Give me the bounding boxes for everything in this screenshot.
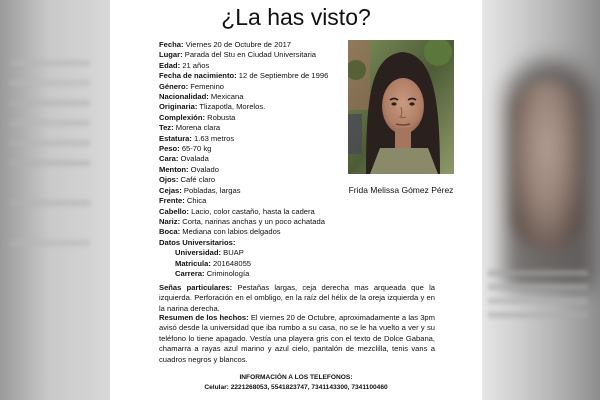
detail-value: Ovalada xyxy=(180,154,209,164)
detail-row xyxy=(159,227,349,237)
detail-row xyxy=(159,102,349,112)
detail-value: 1.63 metros xyxy=(194,133,235,143)
detail-row xyxy=(159,154,349,164)
detail-label: Fecha de nacimiento: xyxy=(159,71,237,81)
detail-label: Nacionalidad: xyxy=(159,92,209,102)
detail-value: 12 de Septiembre de 1996 xyxy=(238,71,329,81)
portrait-illustration xyxy=(348,40,454,174)
detail-value: 65-70 kg xyxy=(181,144,212,154)
detail-label: Complexión: xyxy=(159,112,205,122)
detail-value: 21 años xyxy=(182,60,210,70)
detail-value: Corta, narinas anchas y un poco achatada xyxy=(182,216,325,226)
detail-row xyxy=(159,123,349,133)
detail-label: Cejas: xyxy=(159,185,182,195)
university-heading: Datos Universitarios: xyxy=(159,237,236,247)
distinguishing-marks-text: Pestañas largas, ceja derecha mas arqueada que la izquierda. Perforación en el ombligo, en la raíz del hélix de la oreja izquierda y en la narina derecha. xyxy=(159,283,435,313)
distinguishing-marks-label: Señas particulares: xyxy=(159,283,233,292)
detail-row xyxy=(159,82,349,92)
contact-heading: INFORMACIÓN A LOS TELEFONOS: xyxy=(239,374,353,381)
missing-person-poster xyxy=(110,0,482,400)
university-row xyxy=(159,248,349,258)
detail-row xyxy=(159,196,349,206)
detail-value: Pobladas, largas xyxy=(183,185,241,195)
person-name-caption: Frida Melissa Gómez Pérez xyxy=(348,185,454,195)
detail-value: Ovalado xyxy=(190,164,219,174)
blurred-text-decoration xyxy=(10,60,90,66)
university-label: Carrera: xyxy=(175,268,205,278)
detail-label: Lugar: xyxy=(159,50,183,60)
university-value: Criminología xyxy=(206,268,250,278)
detail-row xyxy=(159,61,349,71)
detail-value: Chica xyxy=(186,196,207,206)
detail-label: Estatura: xyxy=(159,133,192,143)
university-label: Universidad: xyxy=(175,248,221,258)
detail-label: Menton: xyxy=(159,164,189,174)
detail-value: Femenino xyxy=(190,81,225,91)
university-row xyxy=(159,259,349,269)
detail-row xyxy=(159,40,349,50)
detail-value: Robusta xyxy=(207,112,236,122)
university-value: 201648055 xyxy=(213,258,252,268)
person-details xyxy=(159,40,349,279)
detail-label: Originaria: xyxy=(159,102,198,112)
distinguishing-marks xyxy=(159,283,435,314)
detail-row xyxy=(159,71,349,81)
person-photo xyxy=(348,40,454,174)
blurred-face-shape xyxy=(512,80,582,250)
detail-label: Peso: xyxy=(159,144,180,154)
detail-label: Boca: xyxy=(159,227,181,237)
university-label: Matricula: xyxy=(175,258,211,268)
detail-value: Tlizapotla, Morelos. xyxy=(199,102,266,112)
university-value: BUAP xyxy=(223,248,244,258)
detail-row xyxy=(159,165,349,175)
detail-row xyxy=(159,50,349,60)
detail-value: Viernes 20 de Octubre de 2017 xyxy=(185,40,292,49)
detail-row xyxy=(159,144,349,154)
detail-label: Edad: xyxy=(159,60,181,70)
detail-value: Café claro xyxy=(180,175,216,185)
blurred-text-decoration xyxy=(488,270,588,276)
detail-row xyxy=(159,134,349,144)
blurred-background-right xyxy=(482,0,600,400)
detail-row xyxy=(159,113,349,123)
poster-title: ¿La has visto? xyxy=(221,4,371,30)
university-row xyxy=(159,269,349,279)
detail-row xyxy=(159,207,349,217)
detail-label: Fecha: xyxy=(159,40,184,49)
detail-label: Nariz: xyxy=(159,216,181,226)
incident-summary-text: El viernes 20 de Octubre, aproximadamente a las 3pm avisó desde la universidad que iba rumbo a su casa, no se le ha vuelto a ver y su teléfono lo tiene apagado. Vestía una playera gris con el texto de Dolce Gabana, chamarra a rayas azul marino y azul cielo, pantalón de mezclilla, tenis vans a cuadros negros y blancos. xyxy=(159,313,435,364)
detail-label: Ojos: xyxy=(159,175,179,185)
detail-value: Morena clara xyxy=(175,123,221,133)
incident-summary xyxy=(159,313,435,365)
detail-value: Mediana con labios delgados xyxy=(182,227,281,237)
blurred-background-left xyxy=(0,0,110,400)
detail-row xyxy=(159,217,349,227)
detail-value: Parada del Stu en Ciudad Universitaria xyxy=(184,50,317,60)
contact-phones: Celular: 2221268053, 5541823747, 7341143300, 7341100460 xyxy=(204,384,388,391)
incident-summary-label: Resumen de los hechos: xyxy=(159,313,249,322)
detail-row xyxy=(159,186,349,196)
detail-label: Tez: xyxy=(159,123,174,133)
detail-label: Frente: xyxy=(159,196,185,206)
detail-row xyxy=(159,92,349,102)
detail-label: Cara: xyxy=(159,154,179,164)
detail-value: Lacio, color castaño, hasta la cadera xyxy=(191,206,315,216)
detail-label: Cabello: xyxy=(159,206,189,216)
detail-row xyxy=(159,175,349,185)
detail-value: Mexicana xyxy=(210,92,244,102)
detail-label: Género: xyxy=(159,81,189,91)
